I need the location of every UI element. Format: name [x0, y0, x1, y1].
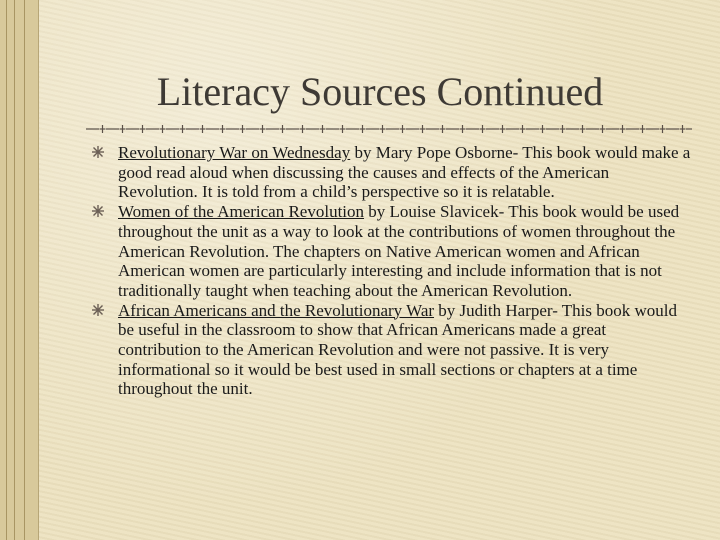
- border-line: [6, 0, 7, 540]
- star-bullet-icon: [92, 205, 104, 217]
- title-divider-ornament: [86, 122, 692, 136]
- list-item: [92, 301, 692, 400]
- slide-title: Literacy Sources Continued: [156, 69, 604, 114]
- book-title: Women of the American Revolution: [118, 202, 365, 222]
- list-item: [92, 202, 692, 301]
- book-title: Revolutionary War on Wednesday: [118, 143, 351, 162]
- book-title: African Americans and the Revolutionary War: [118, 300, 435, 320]
- star-bullet-icon: [92, 146, 104, 158]
- book-description: by Judith Harper- This book would be useful in the classroom to show that African Americans made a great contribution to the American Revolution and were not passive. It is very informational so it would be best used in small sections or chapters at a time throughout the unit.: [118, 300, 678, 399]
- list-item: [92, 143, 692, 202]
- book-description: by Louise Slavicek- This book would be used throughout the unit as a way to look at the contributions of women throughout the American Revolution. The chapters on Native American women and African American women are particularly interesting and include information that is not traditionally taught when teaching about the American Revolution.: [118, 202, 680, 300]
- bullet-list: [92, 143, 692, 399]
- border-line: [24, 0, 25, 540]
- book-description: by Mary Pope Osborne- This book would make a good read aloud when discussing the causes and effects of the American Revolution. It is told from a child’s perspective so it is relatable.: [118, 143, 691, 202]
- star-bullet-icon: [92, 304, 104, 316]
- border-line: [14, 0, 15, 540]
